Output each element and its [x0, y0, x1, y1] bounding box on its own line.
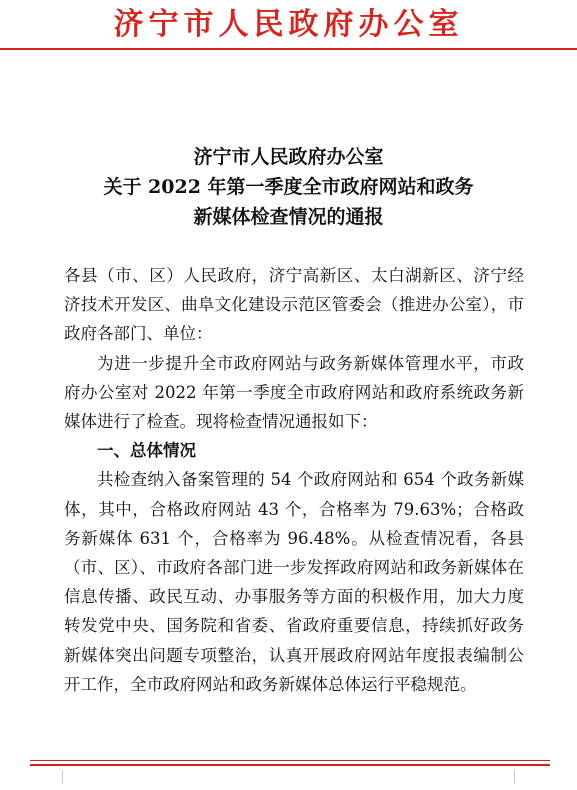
section-heading-overall: 一、总体情况 [97, 441, 196, 461]
masthead-title: 济宁市人民政府办公室 [113, 7, 464, 42]
document-title [0, 142, 577, 232]
page-edge-mark-left [62, 770, 63, 784]
document-masthead [0, 0, 577, 50]
masthead-red-rule [0, 48, 577, 50]
title-line-2: 关于 2022 年第一季度全市政府网站和政务 [103, 176, 474, 198]
section-overall-paragraph: 共检查纳入备案管理的 54 个政府网站和 654 个政务新媒体，其中，合格政府网站 43 个，合格率为 79.63%；合格政务新媒体 631 个，合格率为 96.48%。从检查情况看，各县（市、区）、市政府各部门进一步发挥政府网站和政务新媒体在信息传播、政民互动、办事服务等方面的积极作用，加大力度转发党中央、国务院和省委、省政府重要信息，持续抓好政务新媒体突出问题专项整治，认真开展政府网站年度报表编制公开工作，全市政府网站和政务新媒体总体运行平稳规范。 [64, 470, 524, 694]
footer-red-rule-thick [30, 764, 550, 766]
title-line-3: 新媒体检查情况的通报 [193, 206, 384, 228]
footer-red-rule-thin [30, 760, 550, 761]
page-edge-mark-right [514, 770, 515, 784]
addressee-paragraph: 各县（市、区）人民政府，济宁高新区、太白湖新区、济宁经济技术开发区、曲阜文化建设示范区管委会（推进办公室），市政府各部门、单位： [64, 266, 524, 344]
title-line-1: 济宁市人民政府办公室 [193, 146, 384, 168]
intro-paragraph: 为进一步提升全市政府网站与政务新媒体管理水平，市政府办公室对 2022 年第一季度全市政府网站和政府系统政务新媒体进行了检查。现将检查情况通报如下： [64, 353, 524, 432]
document-body [64, 261, 524, 699]
